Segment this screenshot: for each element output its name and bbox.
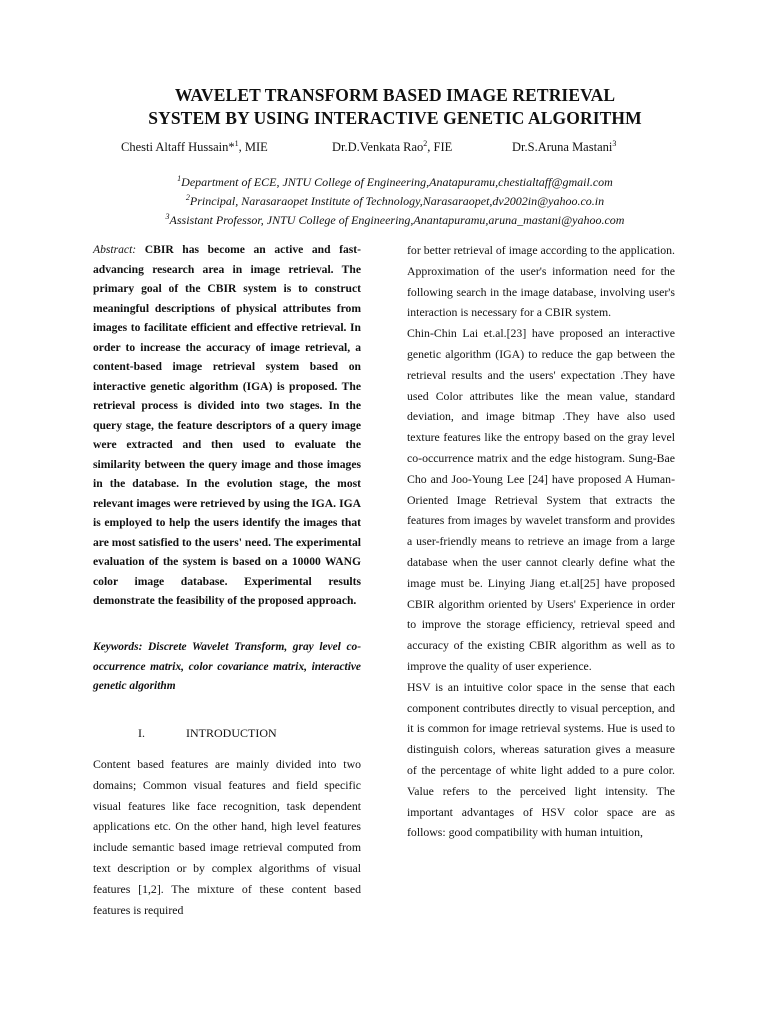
affiliation-2: $^2$Principal, Narasaraopet Institute of Technology,Narasaraopet,dv2002in@yahoo.co.in — [185, 193, 605, 208]
introduction-text — [93, 754, 361, 920]
author-3: Dr.S.Aruna Mastani$^3$ — [512, 139, 617, 155]
right-paragraph-1: for better retrieval of image according to the application. Approximation of the user's information need for the following search in the image database, involving user's interaction is necessary for a CBIR system. — [407, 243, 675, 320]
right-paragraph-3: HSV is an intuitive color space in the sense that each component contributes directly to visual perception, and it is common for image retrieval systems. Hue is used to distinguish colors, whereas saturation gives a measure of the percentage of white light added to a pure color. Value refers to the perceived light intensity. The important advantages of HSV color space are as follows: good compatibility with human intuition, — [407, 679, 675, 840]
affiliation-3: $^3$Assistant Professor, JNTU College of Engineering,Anantapuramu,aruna_mastani@yahoo.com — [165, 212, 625, 227]
keywords-text: Discrete Wavelet Transform, gray level co-occurrence matrix, color covariance matrix, interactive genetic algorithm — [93, 641, 361, 692]
paper-title — [80, 84, 710, 130]
section-name: INTRODUCTION — [186, 726, 277, 740]
abstract — [93, 240, 361, 611]
affiliation-1: $^1$Department of ECE, JNTU College of Engineering,Anatapuramu,chestialtaff@gmail.com — [177, 174, 613, 189]
keywords-label: Keywords: — [93, 641, 143, 653]
title-line-1: WAVELET TRANSFORM BASED IMAGE RETRIEVAL — [174, 85, 616, 105]
abstract-label: Abstract: — [93, 243, 137, 256]
keywords — [93, 638, 361, 697]
title-line-2: SYSTEM BY USING INTERACTIVE GENETIC ALGORITHM — [148, 108, 642, 128]
right-column — [407, 240, 675, 843]
section-number: I. — [138, 726, 145, 740]
author-2: Dr.D.Venkata Rao$^2$, FIE — [332, 139, 453, 155]
intro-paragraph: Content based features are mainly divided into two domains; Common visual features and field specific visual features like face recognition, task dependent applications etc. On the other hand, high level features include semantic based image retrieval computed from text description or by complex algorithms of visual features [1,2]. The mixture of these content based features is required — [93, 757, 361, 917]
affiliations — [80, 171, 710, 228]
abstract-text: CBIR has become an active and fast-advancing research area in image retrieval. The primary goal of the CBIR system is to construct meaningful descriptions of physical attributes from images to facilitate efficient and effective retrieval. In order to increase the accuracy of image retrieval, a content-based image retrieval system based on interactive genetic algorithm (IGA) is proposed. The retrieval process is divided into two stages. In the query stage, the feature descriptors of a query image were extracted and then used to evaluate the similarity between the query image and those images in the database. In the evolution stage, the most relevant images were retrieved by using the IGA. IGA is employed to help the users identify the images that are most satisfied to the users' need. The experimental evaluation of the system is based on a 10000 WANG color image database. Experimental results demonstrate the feasibility of the proposed approach. — [93, 243, 361, 607]
right-paragraph-2: Chin-Chin Lai et.al.[23] have proposed an interactive genetic algorithm (IGA) to reduce the gap between the retrieval results and the users' expectation .They have used Color attributes like the mean value, standard deviation, and image bitmap .They have also used texture features like the entropy based on the gray level co-occurrence matrix and the edge histogram. Sung-Bae Cho and Joo-Young Lee [24] have proposed A Human-Oriented Image Retrieval System that extracts the features from images by wavelet transform and provides a user-friendly means to retrieve an image from a large database when the user cannot clearly define what the image must be. Linying Jiang et.al[25] have proposed CBIR algorithm oriented by Users' Experience in order to improve the storage efficiency, retrieval speed and accuracy of the existing CBIR algorithm as well as to improve the quality of user experience. — [407, 326, 675, 673]
author-1: Chesti Altaff Hussain*$^1$, MIE — [121, 139, 268, 155]
